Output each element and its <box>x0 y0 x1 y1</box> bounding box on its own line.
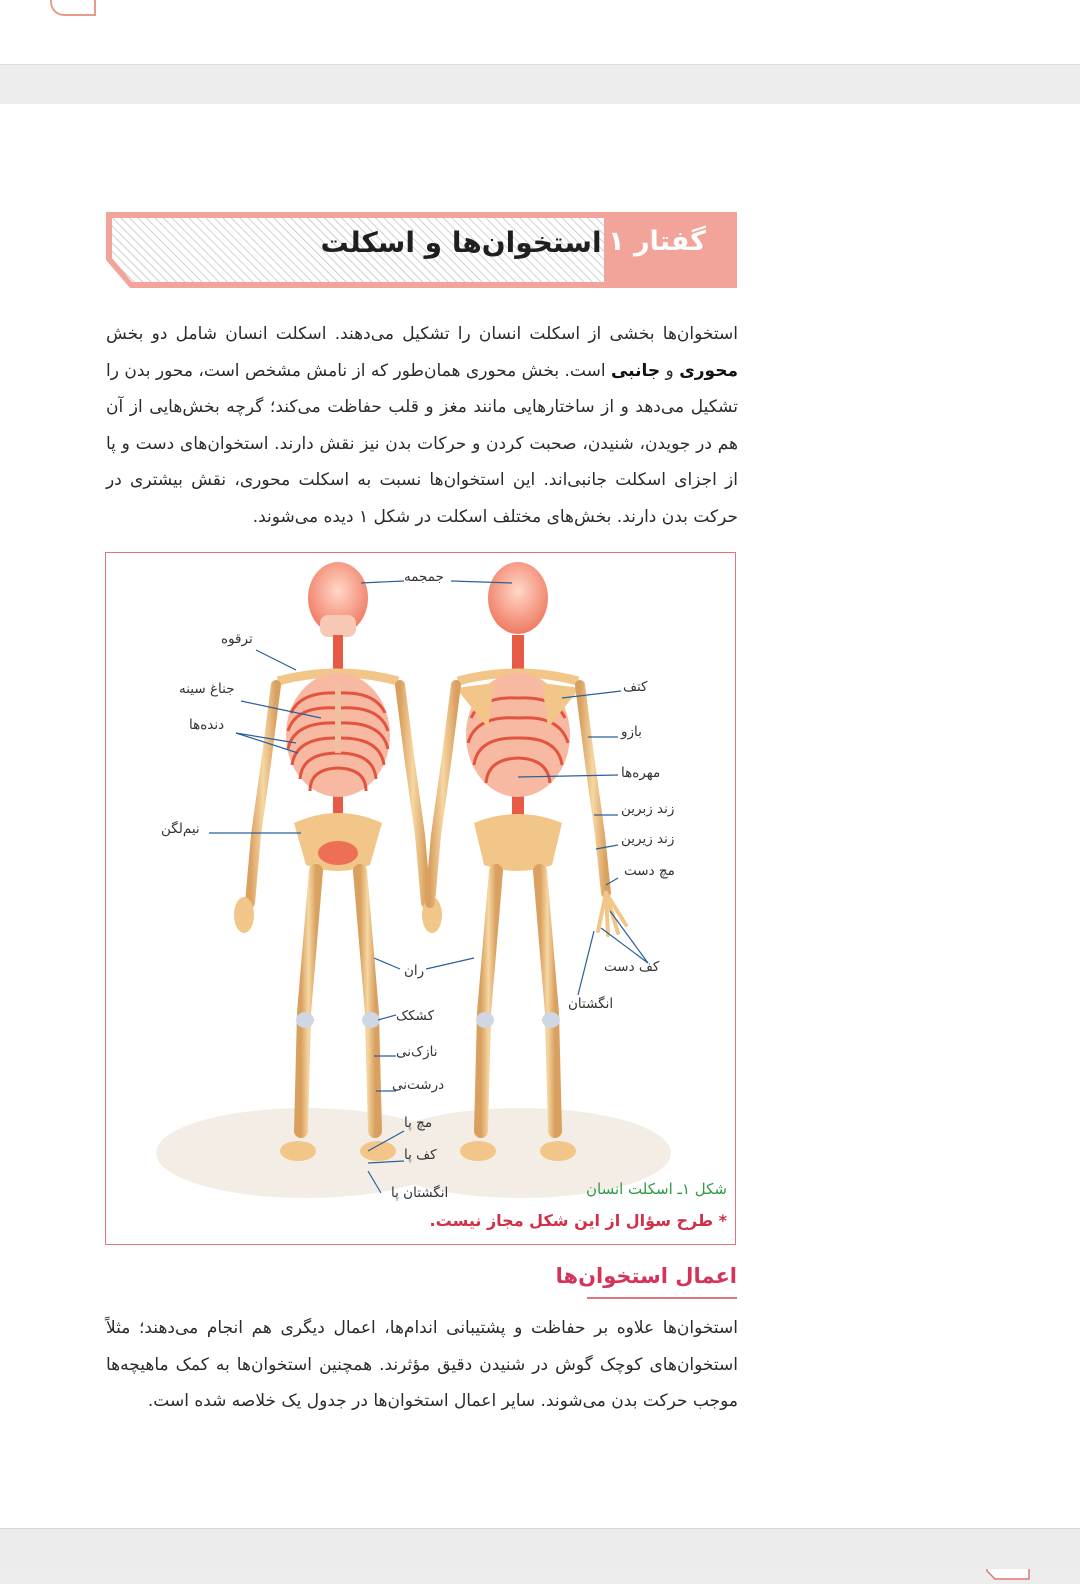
label-radius: زند زیرین <box>621 831 675 847</box>
label-pelvis: نیم‌لگن <box>161 821 200 837</box>
lesson-title: استخوان‌ها و اسکلت <box>320 226 602 259</box>
label-palm: کف دست <box>604 959 660 975</box>
label-ankle: مچ پا <box>404 1115 433 1131</box>
label-humerus: بازو <box>621 724 642 740</box>
label-scapula: کتف <box>623 679 648 695</box>
previous-page-strip <box>0 0 1080 65</box>
label-tibia: درشت‌نی <box>392 1077 445 1093</box>
label-skull: جمجمه <box>404 569 444 585</box>
intro-paragraph <box>106 316 738 535</box>
intro-text-1: استخوان‌ها بخشی از اسکلت انسان را تشکیل می‌دهند. اسکلت انسان شامل دو بخش <box>106 324 738 344</box>
section-paragraph: استخوان‌ها علاوه بر حفاظت و پشتیبانی اندام‌ها، اعمال دیگری هم انجام می‌دهند؛ مثلاً استخوان‌های کوچک گوش در شنیدن دقیق مؤثرند. همچنین استخوان‌ها به کمک ماهیچه‌ها موجب حرکت بدن می‌شوند. سایر اعمال استخوان‌ها در جدول یک خلاصه شده است. <box>106 1318 738 1411</box>
book-page <box>0 104 1080 1528</box>
label-ulna: زند زبرین <box>621 801 675 817</box>
term-appendicular: جانبی <box>610 360 661 381</box>
label-patella: کشکک <box>396 1008 435 1024</box>
section-heading-underline <box>587 1297 737 1299</box>
intro-text-2: و <box>660 360 680 381</box>
section-heading: اعمال استخوان‌ها <box>555 1264 737 1288</box>
skeleton-illustration <box>106 553 737 1246</box>
back-skeleton <box>430 562 626 1161</box>
label-ribs: دنده‌ها <box>189 717 225 733</box>
label-vertebrae: مهره‌ها <box>621 765 661 781</box>
front-skeleton <box>234 562 445 1161</box>
label-femur: ران <box>404 963 425 979</box>
label-fingers: انگشتان <box>568 996 614 1012</box>
label-sternum: جناغ سینه <box>179 681 235 697</box>
lesson-number: گفتار ۱ <box>608 226 706 257</box>
skeleton-figure <box>105 552 736 1245</box>
intro-text-3: است. بخش محوری همان‌طور که از نامش مشخص است، محور بدن را تشکیل می‌دهد و از ساختارهایی مانند مغز و قلب حفاظت می‌کند؛ گرچه بخش‌هایی از آن هم در جویدن، شنیدن، صحبت کردن و حرکات بدن نیز نقش دارند. استخوان‌های دست و پا از اجزای اسکلت جانبی‌اند. این استخوان‌ها نسبت به اسکلت محوری، نقش بیشتری در حرکت بدن دارند. بخش‌های مختلف اسکلت در شکل ۱ دیده می‌شوند. <box>106 360 738 527</box>
label-fibula: نازک‌نی <box>396 1044 438 1060</box>
previous-page-number-box <box>50 0 96 16</box>
label-collarbone: ترقوه <box>221 631 253 647</box>
figure-caption: شکل ۱ـ اسکلت انسان <box>585 1180 727 1198</box>
next-page-strip <box>0 1528 1080 1569</box>
lesson-header <box>106 212 737 288</box>
term-axial: محوری <box>679 360 738 381</box>
label-sole: کف پا <box>404 1147 437 1163</box>
figure-note: * طرح سؤال از این شکل مجاز نیست. <box>429 1211 727 1230</box>
label-wrist: مچ دست <box>624 863 675 879</box>
label-toes: انگشتان پا <box>391 1185 449 1201</box>
